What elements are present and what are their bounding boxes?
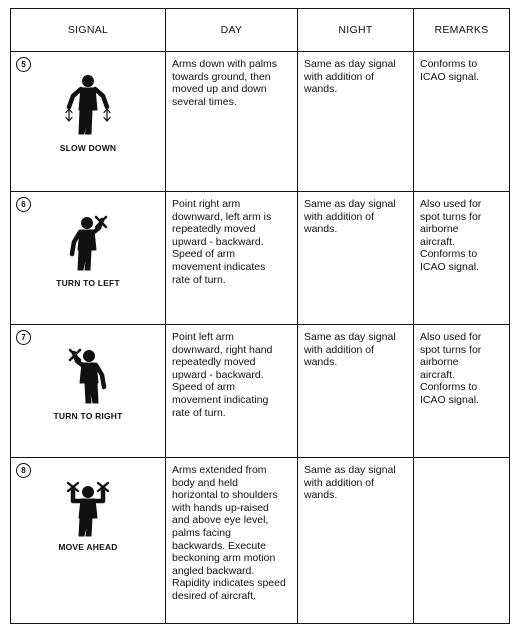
signal-label: SLOW DOWN xyxy=(59,143,117,153)
signal-number: 6 xyxy=(16,197,31,212)
marshaller-move-ahead-icon xyxy=(58,480,118,538)
signal-cell xyxy=(11,458,166,624)
night-cell: Same as day signal with addition of wands. xyxy=(298,52,414,192)
day-cell: Arms extended from body and held horizontal to shoulders with hands up-raised and above eye level, palms facing backwards. Execute beckoning arm motion angled backward. Rapidity indicates speed desired of aircraft. xyxy=(166,458,298,624)
remarks-cell: Also used for spot turns for airborne aircraft. Conforms to ICAO signal. xyxy=(414,325,510,458)
header-remarks: REMARKS xyxy=(414,9,510,52)
header-night: NIGHT xyxy=(298,9,414,52)
signal-number: 5 xyxy=(16,57,31,72)
day-cell: Arms down with palms towards ground, then moved up and down several times. xyxy=(166,52,298,192)
signal-number: 8 xyxy=(16,463,31,478)
remarks-cell xyxy=(414,458,510,624)
signal-label: TURN TO RIGHT xyxy=(53,411,123,421)
night-cell: Same as day signal with addition of wands. xyxy=(298,325,414,458)
signal-label: TURN TO LEFT xyxy=(56,278,120,288)
header-row xyxy=(11,9,510,52)
marshaller-turn-left-icon xyxy=(58,214,118,272)
table-row xyxy=(11,52,510,192)
night-cell: Same as day signal with addition of wands. xyxy=(298,192,414,325)
signal-cell xyxy=(11,325,166,458)
table-row xyxy=(11,192,510,325)
remarks-cell: Also used for spot turns for airborne aircraft. Conforms to ICAO signal. xyxy=(414,192,510,325)
table-row xyxy=(11,325,510,458)
marshaller-slow-down-icon xyxy=(58,74,118,136)
signals-table xyxy=(10,8,510,624)
header-day: DAY xyxy=(166,9,298,52)
signal-cell xyxy=(11,192,166,325)
night-cell: Same as day signal with addition of wands. xyxy=(298,458,414,624)
header-signal: SIGNAL xyxy=(11,9,166,52)
marshaller-turn-right-icon xyxy=(58,347,118,405)
table-row xyxy=(11,458,510,624)
signal-number: 7 xyxy=(16,330,31,345)
day-cell: Point right arm downward, left arm is repeatedly moved upward - backward. Speed of arm movement indicates rate of turn. xyxy=(166,192,298,325)
day-cell: Point left arm downward, right hand repeatedly moved upward - backward. Speed of arm movement indicating rate of turn. xyxy=(166,325,298,458)
signal-label: MOVE AHEAD xyxy=(58,542,118,552)
remarks-cell: Conforms to ICAO signal. xyxy=(414,52,510,192)
signal-cell xyxy=(11,52,166,192)
